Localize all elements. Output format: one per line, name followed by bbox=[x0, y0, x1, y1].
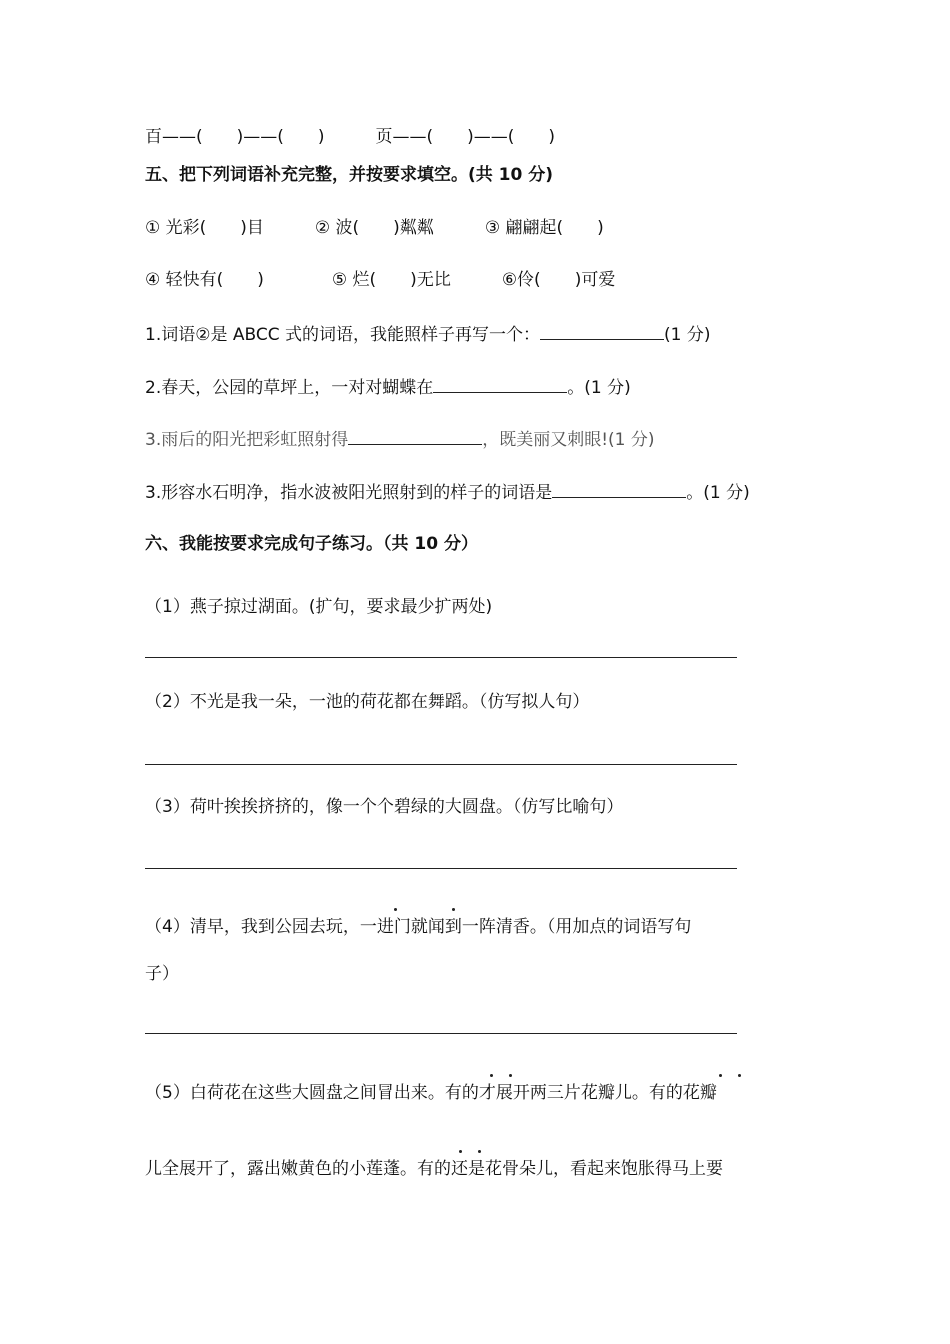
q3b-score: 。(1 分) bbox=[686, 483, 750, 503]
q3a-blank[interactable] bbox=[348, 426, 482, 445]
answer-line-4[interactable] bbox=[145, 1033, 737, 1034]
q1-score: (1 分) bbox=[664, 325, 711, 345]
answer-line-3[interactable] bbox=[145, 868, 737, 869]
section6-q4-line2: 子） bbox=[145, 964, 179, 984]
answer-line-1[interactable] bbox=[145, 657, 737, 658]
emphasis-dot bbox=[478, 1150, 481, 1153]
emphasis-dot bbox=[738, 1074, 741, 1077]
section6-q5-line1: （5）白荷花在这些大圆盘之间冒出来。有的才展开两三片花瓣儿。有的花瓣 bbox=[145, 1083, 717, 1103]
section5-q3b bbox=[145, 479, 750, 505]
emphasis-dot bbox=[490, 1074, 493, 1077]
emphasis-dot bbox=[459, 1150, 462, 1153]
q3b-blank[interactable] bbox=[552, 479, 686, 498]
emphasis-dot bbox=[394, 908, 397, 911]
section6-heading: 六、我能按要求完成句子练习。（共 10 分） bbox=[145, 534, 478, 554]
answer-line-2[interactable] bbox=[145, 764, 737, 765]
section6-q1: （1）燕子掠过湖面。(扩句，要求最少扩两处) bbox=[145, 597, 493, 617]
section5-q2 bbox=[145, 374, 631, 400]
emphasis-dot bbox=[719, 1074, 722, 1077]
line-top-words: 百——( )——( ) 页——( )——( ) bbox=[145, 127, 556, 147]
section6-q3: （3）荷叶挨挨挤挤的，像一个个碧绿的大圆盘。（仿写比喻句） bbox=[145, 797, 624, 817]
section5-row1: ① 光彩( )目 ② 波( )粼粼 ③ 翩翩起( ) bbox=[145, 218, 604, 238]
emphasis-dot bbox=[509, 1074, 512, 1077]
q3a-score: ，既美丽又刺眼!(1 分) bbox=[482, 430, 655, 450]
section6-q4-line1: （4）清早，我到公园去玩，一进门就闻到一阵清香。（用加点的词语写句 bbox=[145, 917, 692, 937]
section5-q3a bbox=[145, 426, 655, 452]
section5-q1 bbox=[145, 321, 711, 347]
section6-q2: （2）不光是我一朵，一池的荷花都在舞蹈。（仿写拟人句） bbox=[145, 692, 590, 712]
q2-score: 。(1 分) bbox=[567, 378, 631, 398]
q3a-text: 3.雨后的阳光把彩虹照射得 bbox=[145, 430, 349, 450]
emphasis-dot bbox=[452, 908, 455, 911]
q2-text: 2.春天，公园的草坪上，一对对蝴蝶在 bbox=[145, 378, 434, 398]
section6-q5-line2: 儿全展开了，露出嫩黄色的小莲蓬。有的还是花骨朵儿，看起来饱胀得马上要 bbox=[145, 1159, 723, 1179]
q1-blank[interactable] bbox=[540, 321, 664, 340]
q2-blank[interactable] bbox=[433, 374, 567, 393]
q1-text: 1.词语②是 ABCC 式的词语，我能照样子再写一个： bbox=[145, 325, 541, 345]
section5-row2: ④ 轻快有( ) ⑤ 烂( )无比 ⑥伶( )可爱 bbox=[145, 270, 616, 290]
section5-heading: 五、把下列词语补充完整，并按要求填空。(共 10 分) bbox=[145, 165, 554, 185]
q3b-text: 3.形容水石明净，指水波被阳光照射到的样子的词语是 bbox=[145, 483, 553, 503]
